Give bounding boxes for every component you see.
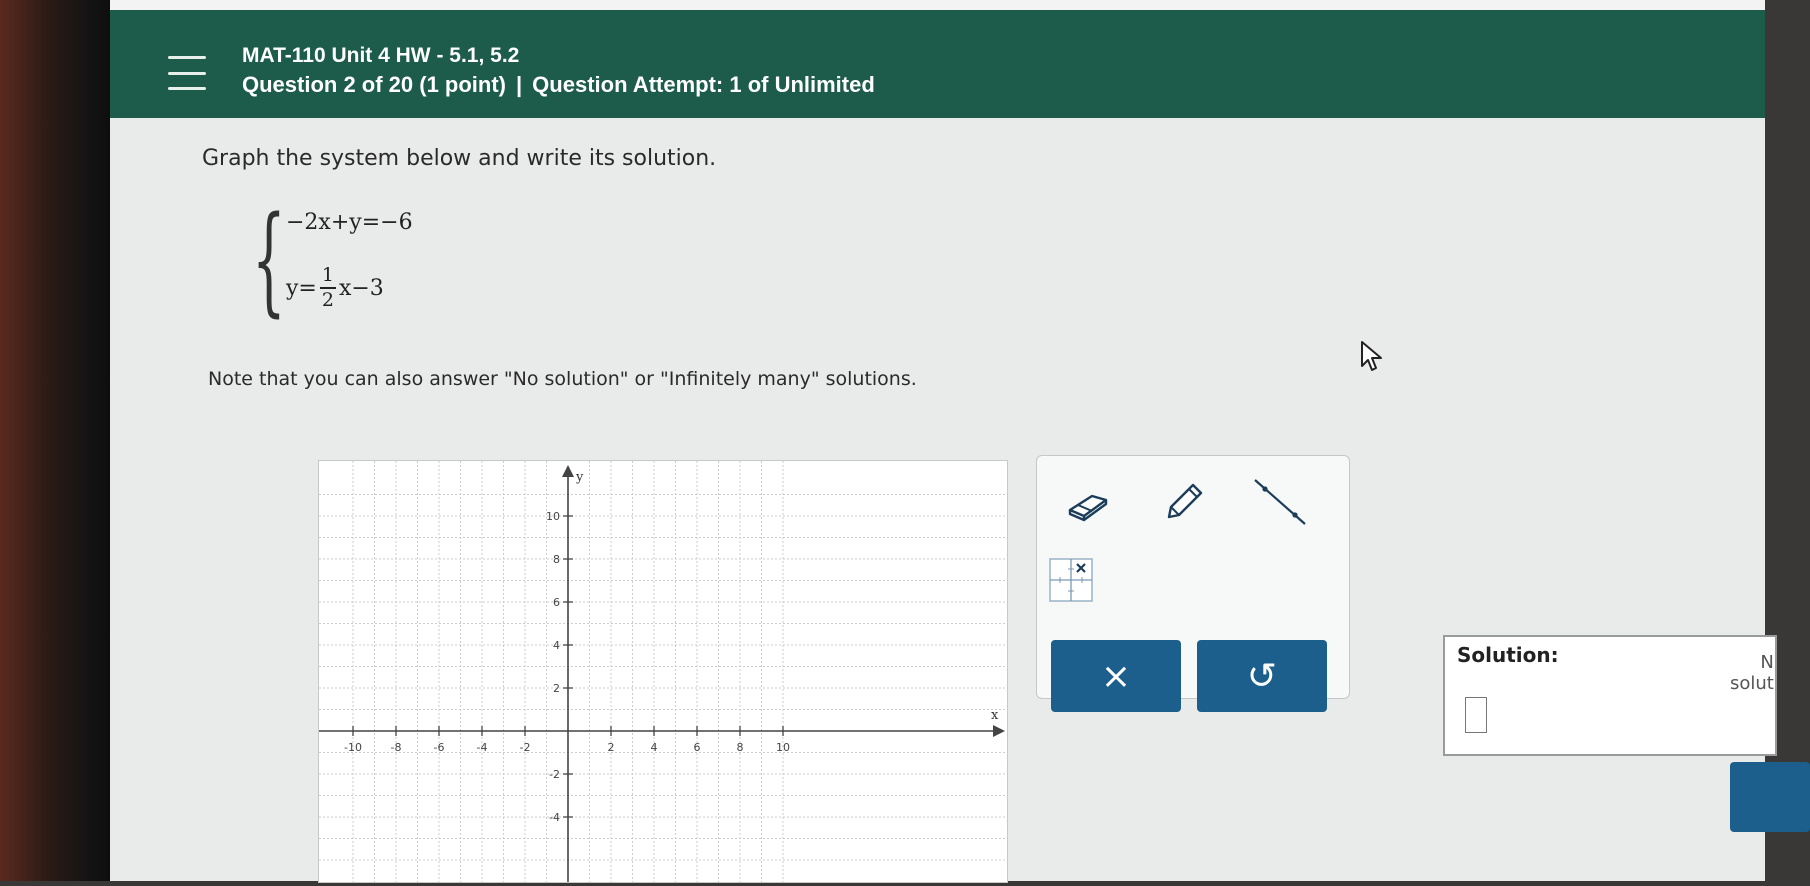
hint-line-1: N [1760, 652, 1774, 673]
grid-lines [319, 461, 1007, 882]
solution-label: Solution: [1457, 643, 1559, 667]
answer-option-button[interactable] [1730, 762, 1810, 832]
equation-1: −2x+y=−6 [286, 210, 413, 235]
assignment-title: MAT-110 Unit 4 HW - 5.1, 5.2 [242, 44, 520, 67]
question-info: Question 2 of 20 (1 point) [242, 72, 507, 97]
line-tool-icon [1249, 474, 1311, 530]
x-axis-label: x [991, 708, 999, 723]
question-prompt: Graph the system below and write its solution. [202, 146, 717, 171]
screen [110, 0, 1774, 881]
close-icon: × [1100, 655, 1132, 697]
y-tick-label: 6 [553, 596, 560, 609]
equation-2 [286, 266, 384, 310]
axes [319, 465, 1005, 882]
y-axis-label: y [576, 470, 584, 485]
x-axis-arrow-icon [993, 725, 1005, 737]
equation-2-rest: x−3 [338, 275, 384, 301]
clear-graph-button[interactable] [1051, 640, 1181, 712]
hint-line-2: solut [1730, 673, 1774, 694]
menu-icon-bar [168, 56, 206, 59]
answer-note: Note that you can also answer "No solution" or "Infinitely many" solutions. [208, 368, 917, 390]
y-tick-label: 8 [553, 553, 560, 566]
header-separator: | [516, 72, 523, 97]
graph-canvas[interactable] [318, 460, 1008, 883]
solution-input[interactable] [1465, 697, 1487, 733]
x-tick-label: 2 [607, 741, 615, 754]
x-tick-label: -6 [433, 741, 445, 754]
pencil-tool-button[interactable] [1149, 472, 1219, 532]
pencil-icon [1161, 479, 1207, 525]
y-tick-label: 2 [553, 682, 560, 695]
x-tick-label: -2 [519, 741, 531, 754]
solution-panel [1443, 635, 1777, 756]
eraser-tool-button[interactable] [1053, 476, 1123, 536]
header-top-edge [110, 0, 1765, 10]
answer-option-hint [1730, 652, 1774, 694]
eraser-icon [1064, 488, 1112, 524]
x-tick-label: -10 [344, 741, 362, 754]
graph-tools-panel [1036, 455, 1350, 699]
x-tick-label: -4 [476, 741, 488, 754]
attempt-info: Question Attempt: 1 of Unlimited [532, 72, 875, 97]
menu-icon-bar [168, 87, 206, 90]
x-tick-label: 10 [776, 741, 790, 754]
x-tick-label: 8 [736, 741, 744, 754]
question-status [242, 72, 875, 98]
fraction-denominator: 2 [321, 289, 334, 311]
x-tick-label: 6 [693, 741, 701, 754]
menu-icon-bar [168, 72, 206, 75]
fraction-numerator: 1 [321, 264, 334, 286]
mouse-cursor-icon [1359, 340, 1389, 374]
fraction-one-half [320, 266, 336, 310]
undo-button[interactable] [1197, 640, 1327, 712]
y-tick-label: 10 [546, 510, 560, 523]
system-brace: { [252, 190, 286, 328]
screen-bezel [0, 0, 110, 881]
y-tick-label: -4 [549, 811, 560, 824]
equation-2-lhs: y= [286, 275, 317, 301]
x-tick-label: 4 [650, 741, 658, 754]
y-tick-label: 4 [553, 639, 560, 652]
menu-button[interactable] [168, 56, 206, 90]
line-tool-button[interactable] [1245, 472, 1315, 532]
assignment-header [110, 0, 1765, 118]
y-tick-label: -2 [549, 768, 560, 781]
point-tool-button[interactable] [1045, 554, 1097, 606]
plot-point-icon [1049, 558, 1093, 602]
y-axis-arrow-icon [562, 465, 574, 477]
undo-icon: ↺ [1246, 655, 1278, 697]
coordinate-plane[interactable] [319, 461, 1007, 882]
x-tick-label: -8 [390, 741, 402, 754]
